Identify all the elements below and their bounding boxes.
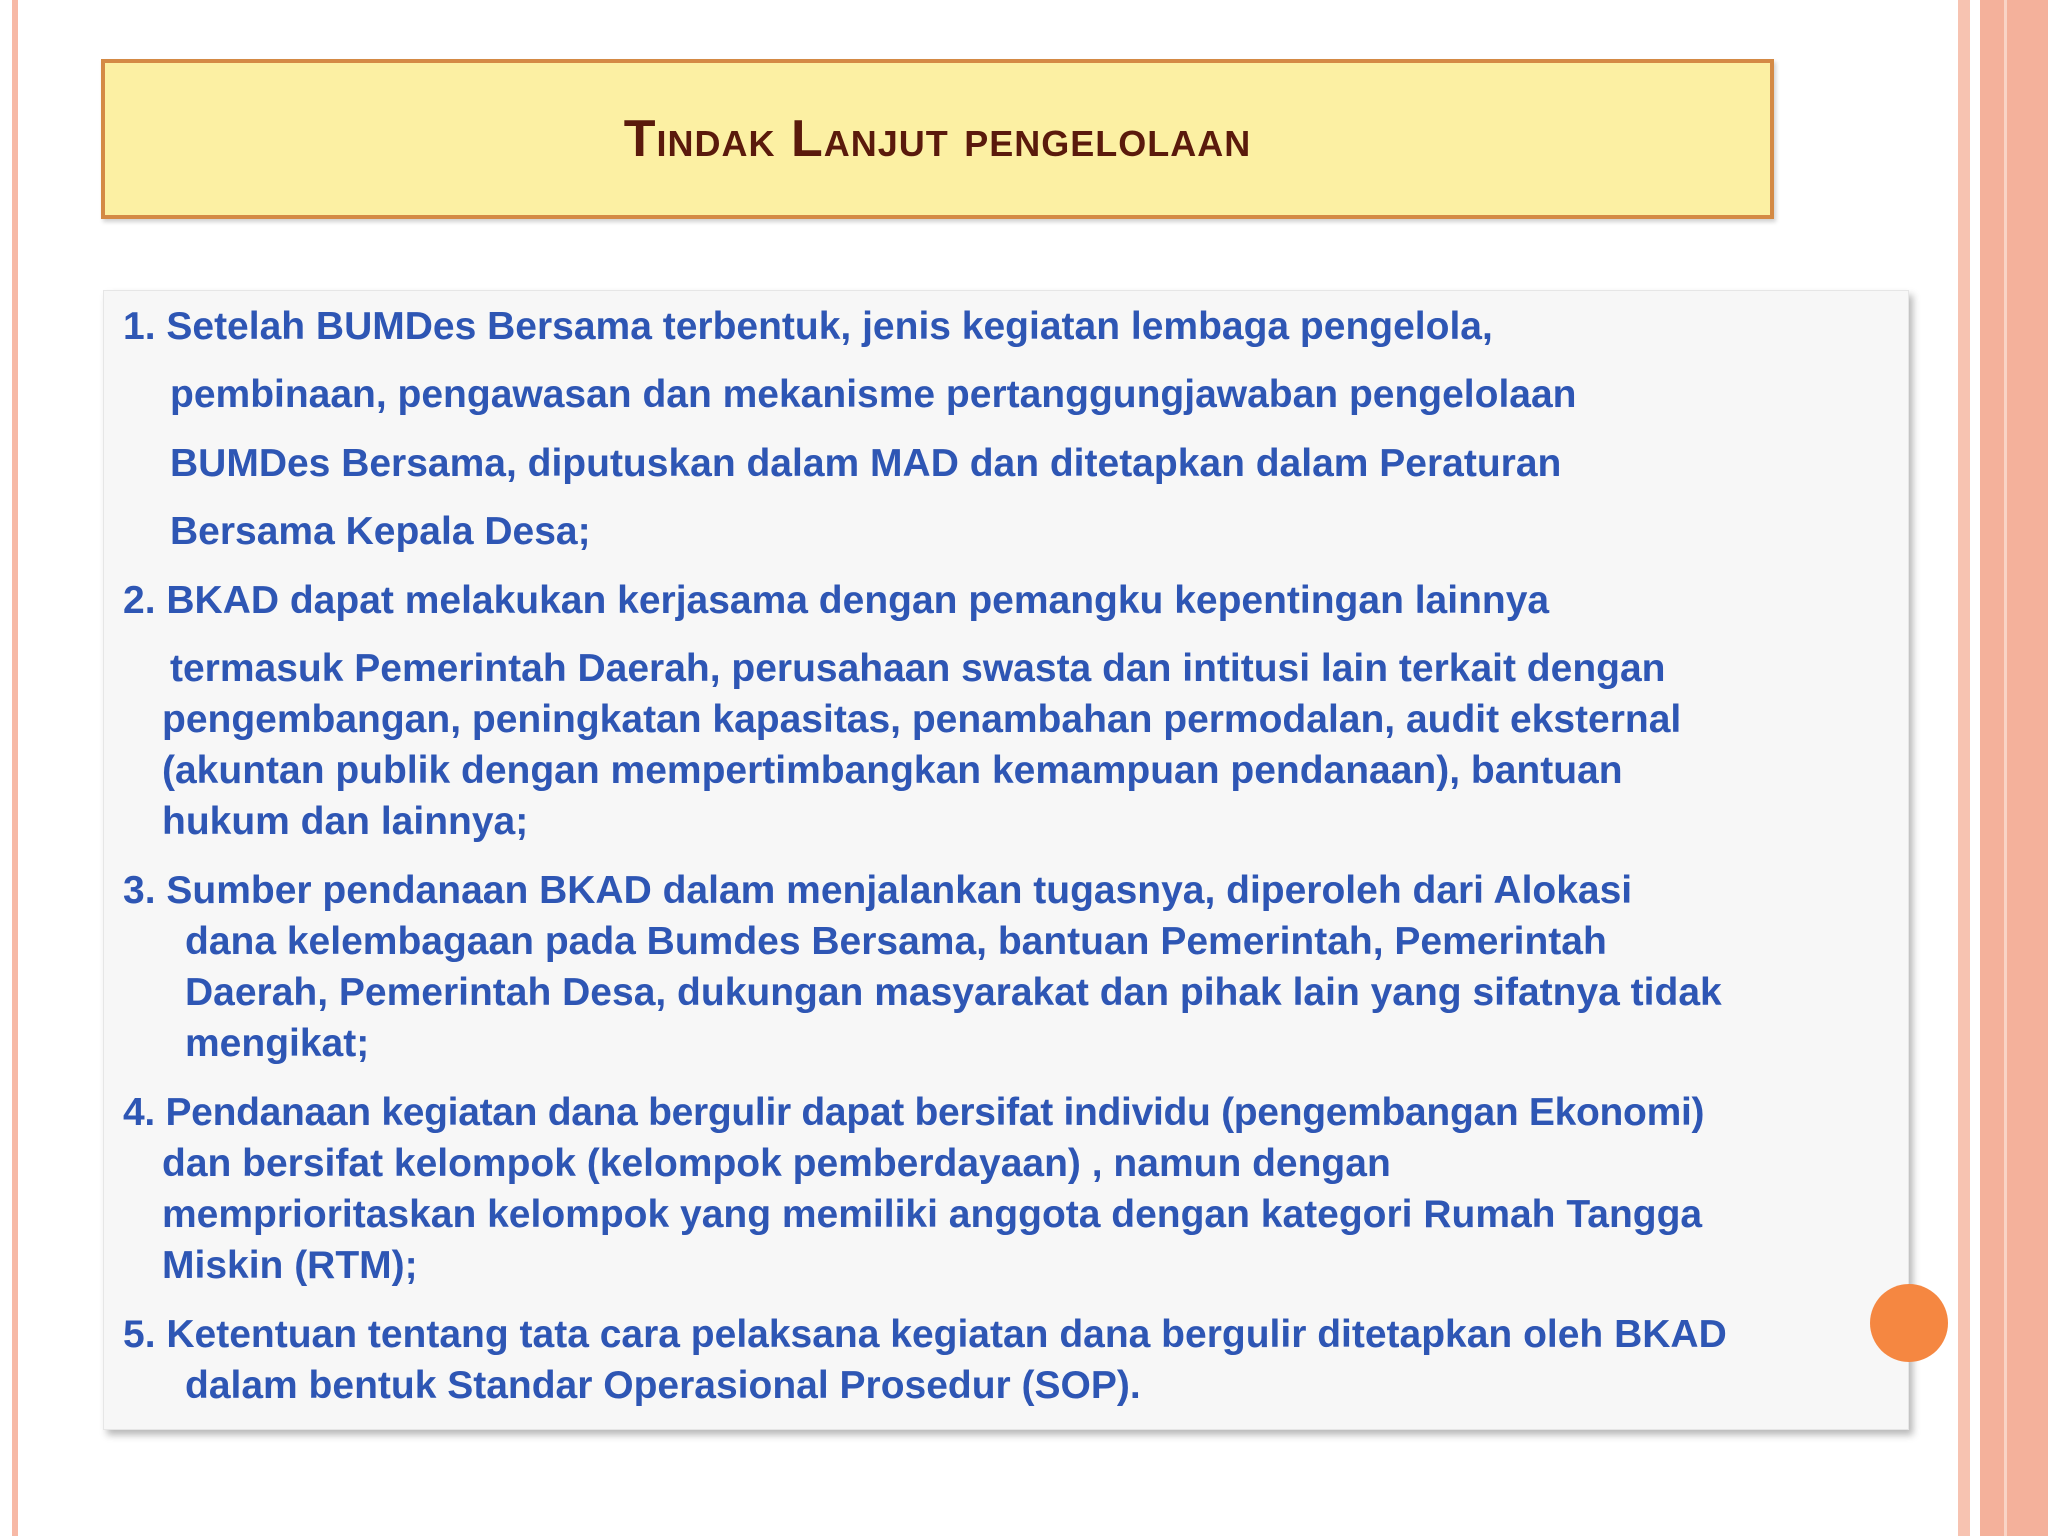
item-1-line-1: 1. Setelah BUMDes Bersama terbentuk, jenis kegiatan lembaga pengelola, [123,305,1493,348]
slide-title: Tindak Lanjut pengelolaan [623,110,1252,168]
item-2-line-1: 2. BKAD dapat melakukan kerjasama dengan pemangku kepentingan lainnya [123,579,1550,622]
item-2-line-3: pengembangan, peningkatan kapasitas, penambahan permodalan, audit eksternal [162,698,1682,741]
item-3-line-1: 3. Sumber pendanaan BKAD dalam menjalankan tugasnya, diperoleh dari Alokasi [123,869,1633,912]
item-5-line-1: 5. Ketentuan tentang tata cara pelaksana kegiatan dana bergulir ditetapkan oleh BKAD [123,1313,1727,1356]
item-1-line-4: Bersama Kepala Desa; [170,510,591,553]
item-5-line-2: dalam bentuk Standar Operasional Prosedur (SOP). [185,1364,1141,1407]
item-1-line-2: pembinaan, pengawasan dan mekanisme pertanggungjawaban pengelolaan [170,373,1577,416]
item-2-line-5: hukum dan lainnya; [162,800,529,843]
title-box [101,59,1774,219]
right-decor-line [2004,0,2007,1536]
right-decor-band [1980,0,2048,1536]
item-2-line-4: (akuntan publik dengan mempertimbangkan kemampuan pendanaan), bantuan [162,749,1623,792]
item-3-line-4: mengikat; [185,1022,370,1065]
item-4-line-4: Miskin (RTM); [162,1244,418,1287]
item-4-line-2: dan bersifat kelompok (kelompok pemberdayaan) , namun dengan [162,1142,1391,1185]
item-4-line-1: 4. Pendanaan kegiatan dana bergulir dapat bersifat individu (pengembangan Ekonomi) [123,1091,1705,1134]
right-decor-stripe [1958,0,1970,1536]
item-3-line-2: dana kelembagaan pada Bumdes Bersama, bantuan Pemerintah, Pemerintah [185,920,1607,963]
item-2-line-2: termasuk Pemerintah Daerah, perusahaan swasta dan intitusi lain terkait dengan [170,647,1666,690]
item-3-line-3: Daerah, Pemerintah Desa, dukungan masyarakat dan pihak lain yang sifatnya tidak [185,971,1722,1014]
accent-dot [1870,1284,1948,1362]
item-1-line-3: BUMDes Bersama, diputuskan dalam MAD dan ditetapkan dalam Peraturan [170,442,1562,485]
item-4-line-3: memprioritaskan kelompok yang memiliki anggota dengan kategori Rumah Tangga [162,1193,1703,1236]
left-decor-stripe [12,0,18,1536]
